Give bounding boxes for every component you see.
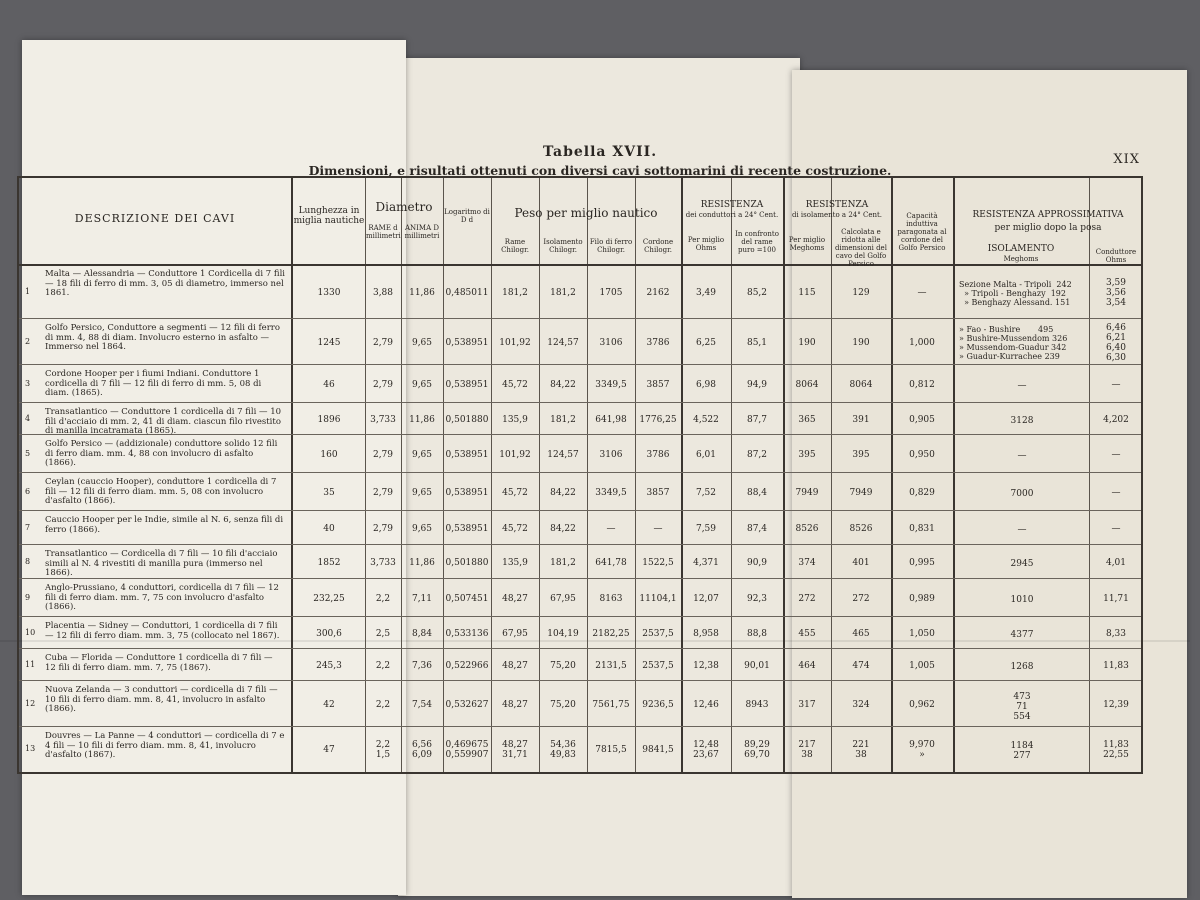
row-number: 9 [25,593,31,602]
cell-cond: — [1111,488,1121,498]
cell-calc: 465 [852,629,870,639]
row-number: 12 [25,699,36,708]
cell-megh: 455 [798,629,816,639]
cell-rame: 2,79 [372,450,394,460]
cable-description: Placentia — Sidney — Conduttori, 1 cordicella di 7 fili — 12 fili di ferro diam. mm. 3, 75 (collocato nel 1867). [45,621,280,641]
cell-rame: 2,2 [375,661,391,671]
cell-confr: 90,9 [746,558,768,568]
cell-calc: 8526 [849,524,873,534]
cell-p-rame: 45,72 [502,380,528,390]
cell-lung: 1330 [317,288,341,298]
header-in-confronto: In confronto del rame puro =100 [735,230,779,254]
cell-p-cord: 11104,1 [639,594,677,604]
cell-rame: 2,79 [372,524,394,534]
cell-log: 0,522966 [445,661,489,671]
cell-p-filo: 2182,25 [592,629,630,639]
cell-confr: 90,01 [744,661,770,671]
cell-calc: 395 [852,450,870,460]
cell-isolamento: 1268 [1010,661,1034,672]
cell-calc: 401 [852,558,870,568]
header-resistenza-conduttori: RESISTENZA [700,200,764,210]
row-number: 8 [25,557,31,566]
cell-cap: 0,995 [909,558,935,568]
cell-isolamento: 1010 [1010,594,1034,605]
cell-p-filo: 1705 [599,288,623,298]
cell-ohms: 7,52 [695,488,717,498]
cell-calc: 7949 [849,488,873,498]
header-conduttore-ohms: Conduttore Ohms [1095,248,1137,264]
cell-isolamento: 1184 277 [1010,741,1034,761]
header-approssimativa: RESISTENZA APPROSSIMATIVA [972,210,1124,220]
header-diametro: Diametro [375,200,433,214]
cable-description: Transatlantico — Cordicella di 7 fili — 10 fili d'acciaio simili al N. 4 rivestiti di manilla pura (immerso nel 1866). [45,549,278,578]
cell-ohms: 6,01 [695,450,717,460]
cell-calc: 8064 [849,380,873,390]
cell-anima: 11,86 [409,288,435,298]
cell-cap: 0,989 [909,594,935,604]
cell-megh: 190 [798,338,816,348]
cell-calc: 129 [852,288,870,298]
cell-confr: 87,4 [746,524,768,534]
cell-p-cord: 3786 [646,338,670,348]
cell-log: 0,469675 0,559907 [445,740,489,760]
cell-log: 0,538951 [445,488,489,498]
cell-cond: 8,33 [1105,629,1127,639]
header-peso-rame: Rame Chilogr. [501,238,529,254]
cell-rame: 2,79 [372,488,394,498]
cell-isolamento: 2945 [1010,558,1034,569]
cell-p-iso: 181,2 [550,415,576,425]
header-lunghezza: Lunghezza in miglia nautiche [293,206,365,226]
cell-cond: 11,83 22,55 [1103,740,1129,760]
cell-ohms: 3,49 [695,288,717,298]
cell-ohms: 12,48 23,67 [693,740,719,760]
cable-description: Cordone Hooper per i fiumi Indiani. Conduttore 1 cordicella di 7 fili — 12 fili di ferro di mm. 5, 08 di diam. (1865). [45,369,262,398]
page-number: XIX [1113,152,1140,167]
cell-confr: 88,8 [746,629,768,639]
cell-p-filo: 7815,5 [595,745,627,755]
row-number: 11 [25,660,36,669]
cell-isolamento: 3128 [1010,415,1034,426]
cable-description: Cuba — Florida — Conduttore 1 cordicella di 7 fili — 12 fili di ferro diam. mm. 7, 75 (1867). [45,653,273,673]
header-peso-cordone: Cordone Chilogr. [642,238,674,254]
cell-cond: — [1111,524,1121,534]
cell-p-iso: 84,22 [550,380,576,390]
cell-calc: 391 [852,415,870,425]
cell-log: 0,538951 [445,380,489,390]
cell-p-iso: 181,2 [550,558,576,568]
cell-p-cord: 9841,5 [642,745,674,755]
cell-ohms: 6,25 [695,338,717,348]
cell-p-rame: 181,2 [502,288,528,298]
cell-rame: 2,5 [375,629,391,639]
cell-lung: 160 [320,450,338,460]
cell-megh: 365 [798,415,816,425]
cell-calc: 190 [852,338,870,348]
cell-lung: 35 [323,488,335,498]
row-number: 5 [25,449,31,458]
cell-lung: 1245 [317,338,341,348]
cell-log: 0,501880 [445,558,489,568]
cell-cap: 0,812 [909,380,935,390]
cell-p-filo: 8163 [599,594,623,604]
cell-p-iso: 104,19 [547,629,579,639]
header-calcolata: Calcolata e ridotta alle dimensioni del cavo del Golfo Persico [835,228,887,268]
cell-ohms: 12,46 [693,700,719,710]
cell-confr: 87,2 [746,450,768,460]
cell-p-iso: 54,36 49,83 [550,740,576,760]
cell-rame: 2,2 [375,700,391,710]
cell-rame: 2,2 1,5 [375,740,391,760]
cell-cond: 6,46 6,21 6,40 6,30 [1105,323,1127,363]
cell-p-cord: 3786 [646,450,670,460]
cell-cap: 0,829 [909,488,935,498]
cell-anima: 9,65 [411,380,433,390]
cell-p-cord: 2537,5 [642,661,674,671]
cell-p-iso: 124,57 [547,450,579,460]
cell-cond: 4,202 [1103,415,1129,425]
cell-anima: 7,54 [411,700,433,710]
cell-lung: 1852 [317,558,341,568]
cell-isolamento: Sezione Malta - Tripoli 242 » Tripoli - Benghazy 192 » Benghazy Alessand. 151 [959,279,1072,307]
cell-lung: 47 [323,745,335,755]
cell-p-rame: 48,27 [502,661,528,671]
cell-cap: — [917,288,927,298]
cell-megh: 395 [798,450,816,460]
cell-log: 0,507451 [445,594,489,604]
cell-isolamento: 7000 [1010,488,1034,499]
cell-megh: 374 [798,558,816,568]
cell-rame: 2,79 [372,338,394,348]
table-subtitle: Dimensioni, e risultati ottenuti con diversi cavi sottomarini di recente costruzione. [308,163,892,178]
cell-p-iso: 84,22 [550,488,576,498]
cell-anima: 9,65 [411,488,433,498]
cell-p-cord: 2537,5 [642,629,674,639]
cell-log: 0,538951 [445,338,489,348]
cell-isolamento: — [1017,524,1027,535]
cell-anima: 9,65 [411,338,433,348]
cell-p-rame: 101,92 [499,450,531,460]
header-isolamento: ISOLAMENTO [987,244,1055,254]
cell-anima: 6,56 6,09 [411,740,433,760]
row-number: 10 [25,628,36,637]
row-number: 13 [25,744,36,753]
cell-megh: 317 [798,700,816,710]
cell-calc: 272 [852,594,870,604]
cell-p-rame: 48,27 31,71 [502,740,528,760]
cell-p-rame: 135,9 [502,415,528,425]
cell-cond: 3,59 3,56 3,54 [1105,278,1127,308]
row-number: 7 [25,523,31,532]
cable-description: Golfo Persico, Conduttore a segmenti — 12 fili di ferro di mm. 4, 88 di diam. Involucro esterno in asfalto — Immerso nel 1864. [45,323,280,352]
cell-log: 0,538951 [445,450,489,460]
cell-lung: 232,25 [313,594,345,604]
cable-description: Malta — Alessandria — Conduttore 1 Cordicella di 7 fili — 18 fili di ferro di mm. 3, 05 di diametro, immerso nel 1861. [45,269,286,298]
cell-lung: 42 [323,700,335,710]
cell-anima: 9,65 [411,524,433,534]
cell-ohms: 6,98 [695,380,717,390]
header-resistenza-conduttori-sub: dei conduttori a 24° Cent. [685,211,779,219]
header-approssimativa-sub: per miglio dopo la posa [994,223,1102,233]
cell-megh: 8064 [795,380,819,390]
cell-p-rame: 135,9 [502,558,528,568]
cell-cond: — [1111,380,1121,390]
cell-p-iso: 75,20 [550,661,576,671]
cell-p-rame: 45,72 [502,524,528,534]
cell-rame: 2,2 [375,594,391,604]
cell-p-filo: 3106 [599,450,623,460]
cell-cap: 9,970 » [909,740,935,760]
cell-ohms: 4,522 [693,415,719,425]
cable-description: Cauccio Hooper per le Indie, simile al N. 6, senza fili di ferro (1866). [45,515,284,535]
cell-log: 0,532627 [445,700,489,710]
cell-p-cord: 1776,25 [639,415,677,425]
header-peso: Peso per miglio nautico [514,206,658,220]
row-number: 6 [25,487,31,496]
header-capacita: Capacità induttiva paragonata al cordone del Golfo Persico [897,212,947,252]
data-table [17,176,1143,774]
cell-ohms: 8,958 [693,629,719,639]
cell-anima: 8,84 [411,629,433,639]
cell-isolamento: — [1017,450,1027,461]
cell-p-cord: — [653,524,663,534]
cell-confr: 94,9 [746,380,768,390]
cell-cond: 12,39 [1103,700,1129,710]
cell-p-rame: 67,95 [502,629,528,639]
cell-log: 0,485011 [445,288,489,298]
cell-ohms: 4,371 [693,558,719,568]
cell-confr: 87,7 [746,415,768,425]
cell-confr: 89,29 69,70 [744,740,770,760]
cell-p-cord: 2162 [646,288,670,298]
cell-anima: 9,65 [411,450,433,460]
header-peso-isolamento: Isolamento Chilogr. [543,238,583,254]
cell-confr: 88,4 [746,488,768,498]
cell-megh: 217 38 [798,740,816,760]
cell-isolamento: 473 71 554 [1013,691,1031,722]
cell-p-filo: — [606,524,616,534]
cell-p-filo: 2131,5 [595,661,627,671]
cell-megh: 272 [798,594,816,604]
header-resistenza-isolamento: RESISTENZA [805,200,869,210]
row-number: 1 [25,287,31,296]
cell-cond: 11,71 [1103,594,1129,604]
cell-lung: 300,6 [316,629,342,639]
row-number: 4 [25,414,31,423]
cell-p-filo: 641,78 [595,558,627,568]
cell-cond: 11,83 [1103,661,1129,671]
row-number: 2 [25,337,31,346]
cell-p-cord: 1522,5 [642,558,674,568]
header-anima: ANIMA D millimetri [404,224,440,240]
cell-confr: 8943 [745,700,769,710]
cell-confr: 85,1 [746,338,768,348]
cable-description: Anglo-Prussiano, 4 conduttori, cordicella di 7 fili — 12 fili di ferro diam. mm. 7, 75 con involucro d'asfalto (1866). [45,583,279,612]
cell-isolamento: » Fao - Bushire 495 » Bushire-Mussendom 326 » Mussendom-Guadur 342 » Guadur-Kurrachee 239 [959,325,1068,361]
cell-ohms: 7,59 [695,524,717,534]
cell-log: 0,501880 [445,415,489,425]
header-per-miglio-ohms: Per miglio Ohms [687,236,725,252]
cable-description: Douvres — La Panne — 4 conduttori — cordicella di 7 e 4 fili — 10 fili di ferro diam. mm. 8, 41, involucro d'asfalto (1867). [45,731,285,760]
cell-p-filo: 7561,75 [592,700,630,710]
cell-rame: 3,88 [372,288,394,298]
cell-p-filo: 3106 [599,338,623,348]
cell-p-rame: 48,27 [502,700,528,710]
cell-lung: 245,3 [316,661,342,671]
cell-p-cord: 3857 [646,488,670,498]
header-rame: RAME d millimetri [366,224,401,240]
cell-lung: 46 [323,380,335,390]
cell-isolamento: — [1017,380,1027,391]
cell-megh: 7949 [795,488,819,498]
cable-description: Transatlantico — Conduttore 1 cordicella di 7 fili — 10 fili d'acciaio di mm. 2, 41 di diam. ciascun filo rivestito di manilla incatramata (1865). [45,407,282,436]
table-title: Tabella XVII. [542,144,658,160]
header-meghoms: Meghoms [1003,255,1039,263]
cell-cond: — [1111,450,1121,460]
cell-p-rame: 101,92 [499,338,531,348]
cell-p-iso: 124,57 [547,338,579,348]
cell-log: 0,538951 [445,524,489,534]
cell-log: 0,533136 [445,629,489,639]
cell-cap: 0,905 [909,415,935,425]
cell-p-iso: 181,2 [550,288,576,298]
cell-isolamento: 4377 [1010,629,1034,640]
cell-lung: 1896 [317,415,341,425]
cell-p-iso: 67,95 [550,594,576,604]
cell-p-filo: 3349,5 [595,380,627,390]
header-resistenza-isolamento-sub: di isolamento a 24° Cent. [791,211,883,219]
cell-calc: 324 [852,700,870,710]
cell-rame: 2,79 [372,380,394,390]
header-per-miglio-meghoms: Per miglio Meghoms [788,236,826,252]
cell-ohms: 12,38 [693,661,719,671]
cell-p-cord: 3857 [646,380,670,390]
cable-description: Nuova Zelanda — 3 conduttori — cordicella di 7 fili — 10 fili di ferro diam. mm. 8, 41, involucro in asfalto (1866). [45,685,278,714]
cell-confr: 92,3 [746,594,768,604]
cell-ohms: 12,07 [693,594,719,604]
cell-calc: 221 38 [852,740,870,760]
header-logaritmo: Logaritmo di D d [444,208,490,224]
cell-p-iso: 75,20 [550,700,576,710]
cell-p-iso: 84,22 [550,524,576,534]
cell-confr: 85,2 [746,288,768,298]
cell-calc: 474 [852,661,870,671]
cell-lung: 40 [323,524,335,534]
cell-p-cord: 9236,5 [642,700,674,710]
row-number: 3 [25,379,31,388]
cell-cap: 1,050 [909,629,935,639]
header-peso-filo: Filo di ferro Chilogr. [589,238,633,254]
cell-rame: 3,733 [370,415,396,425]
cell-rame: 3,733 [370,558,396,568]
cell-anima: 11,86 [409,558,435,568]
cell-p-rame: 45,72 [502,488,528,498]
cell-cap: 0,962 [909,700,935,710]
cell-cap: 1,000 [909,338,935,348]
cell-p-filo: 641,98 [595,415,627,425]
cell-cap: 1,005 [909,661,935,671]
cell-p-rame: 48,27 [502,594,528,604]
cell-anima: 11,86 [409,415,435,425]
cell-megh: 8526 [795,524,819,534]
cell-cond: 4,01 [1105,558,1127,568]
cell-anima: 7,11 [411,594,433,604]
cell-cap: 0,950 [909,450,935,460]
cell-megh: 464 [798,661,816,671]
cell-anima: 7,36 [411,661,433,671]
cell-megh: 115 [798,288,816,298]
cable-description: Golfo Persico — (addizionale) conduttore solido 12 fili di ferro diam. mm. 4, 88 con involucro di asfalto (1866). [45,439,278,468]
cell-p-filo: 3349,5 [595,488,627,498]
cable-description: Ceylan (cauccio Hooper), conduttore 1 cordicella di 7 fili — 12 fili di ferro diam. mm. 5, 08 con involucro d'asfalto (1866). [45,477,277,506]
cell-cap: 0,831 [909,524,935,534]
header-descrizione: DESCRIZIONE DEI CAVI [74,212,236,225]
